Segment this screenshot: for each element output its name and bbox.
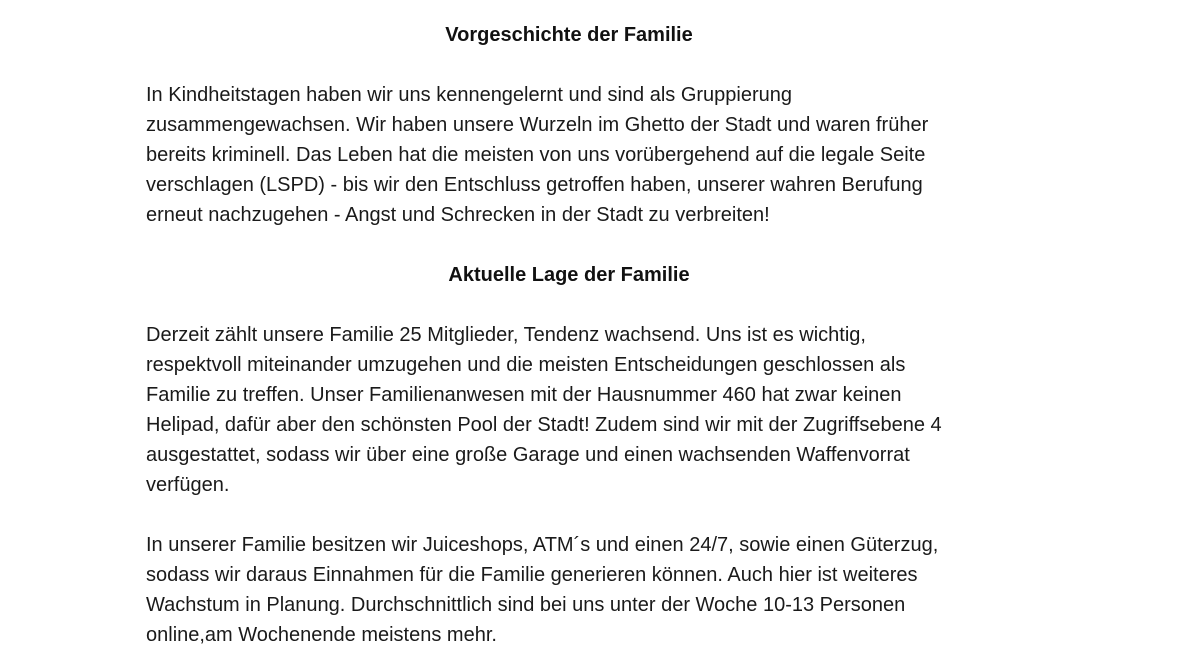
heading-vorgeschichte: Vorgeschichte der Familie (445, 24, 693, 46)
text-line: In Kindheitstagen haben wir uns kennengelernt und sind als Gruppierung (146, 84, 792, 106)
text-line: In unserer Familie besitzen wir Juiceshops, ATM´s und einen 24/7, sowie einen Güterzug, (146, 534, 939, 556)
spacer (146, 500, 1046, 530)
text-line: Familie zu treffen. Unser Familienanwesen mit der Hausnummer 460 hat zwar keinen (146, 384, 902, 406)
paragraph-aktuelle-lage (146, 320, 1046, 500)
text-line: verfügen. (146, 474, 230, 496)
text-line: zusammengewachsen. Wir haben unsere Wurzeln im Ghetto der Stadt und waren früher (146, 114, 929, 136)
text-line: verschlagen (LSPD) - bis wir den Entschluss getroffen haben, unserer wahren Berufung (146, 174, 923, 196)
heading-aktuelle-lage: Aktuelle Lage der Familie (448, 264, 690, 286)
spacer (146, 290, 1046, 320)
text-line: Derzeit zählt unsere Familie 25 Mitglieder, Tendenz wachsend. Uns ist es wichtig, (146, 324, 866, 346)
text-line: respektvoll miteinander umzugehen und die meisten Entscheidungen geschlossen als (146, 354, 906, 376)
paragraph-einnahmen (146, 530, 1046, 650)
text-line: Wachstum in Planung. Durchschnittlich sind bei uns unter der Woche 10-13 Personen (146, 594, 906, 616)
text-line: sodass wir daraus Einnahmen für die Familie generieren können. Auch hier ist weiteres (146, 564, 918, 586)
document-body (146, 20, 1046, 650)
text-line: online,am Wochenende meistens mehr. (146, 624, 497, 646)
paragraph-vorgeschichte (146, 80, 1046, 230)
text-line: bereits kriminell. Das Leben hat die meisten von uns vorübergehend auf die legale Seite (146, 144, 926, 166)
spacer (146, 50, 1046, 80)
text-line: erneut nachzugehen - Angst und Schrecken in der Stadt zu verbreiten! (146, 204, 770, 226)
text-line: ausgestattet, sodass wir über eine große Garage und einen wachsenden Waffenvorrat (146, 444, 910, 466)
text-line: Helipad, dafür aber den schönsten Pool der Stadt! Zudem sind wir mit der Zugriffsebene 4 (146, 414, 942, 436)
spacer (146, 230, 1046, 260)
